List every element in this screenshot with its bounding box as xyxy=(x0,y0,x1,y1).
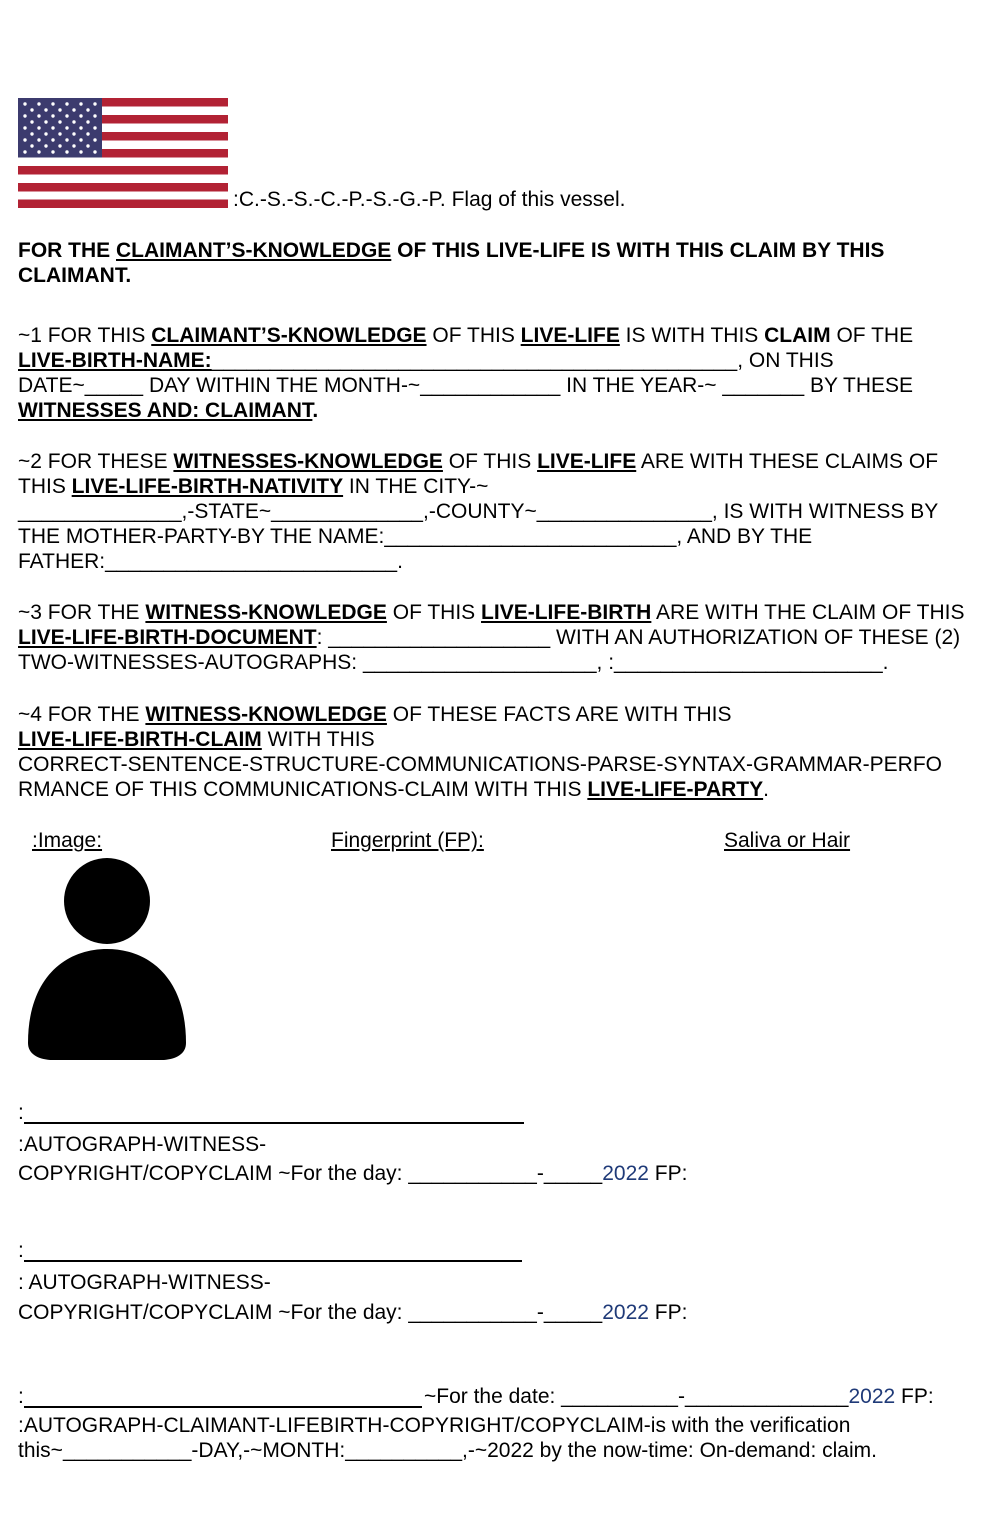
witness2-title: : AUTOGRAPH-WITNESS- xyxy=(18,1271,271,1294)
p2-line-4: THE MOTHER-PARTY-BY THE NAME:_________________________, AND BY THE xyxy=(18,525,813,548)
p2-line-2: THIS LIVE-LIFE-BIRTH-NATIVITY IN THE CITY-~ xyxy=(18,475,489,498)
saliva-hair-label: Saliva or Hair xyxy=(724,829,851,852)
p2-line-1: ~2 FOR THESE WITNESSES-KNOWLEDGE OF THIS LIVE-LIFE ARE WITH THESE CLAIMS OF xyxy=(18,450,939,473)
witness2-signature-prefix: : xyxy=(18,1239,24,1262)
claimant-verification-line: this~___________-DAY,-~MONTH:__________,-~2022 by the now-time: On-demand: claim. xyxy=(18,1439,877,1462)
witness1-title: :AUTOGRAPH-WITNESS- xyxy=(18,1133,267,1156)
fingerprint-label: Fingerprint (FP): xyxy=(331,829,484,852)
witness2-signature-line[interactable] xyxy=(24,1260,522,1262)
p3-line-3: TWO-WITNESSES-AUTOGRAPHS: ____________________, :_______________________. xyxy=(18,651,889,674)
p1-line-1: ~1 FOR THIS CLAIMANT’S-KNOWLEDGE OF THIS LIVE-LIFE IS WITH THIS CLAIM OF THE xyxy=(18,324,914,347)
p1-line-3: DATE~_____ DAY WITHIN THE MONTH-~____________ IN THE YEAR-~ _______ BY THESE xyxy=(18,374,914,397)
p2-line-3: ______________,-STATE~_____________,-COUNTY~_______________, IS WITH WITNESS BY xyxy=(18,500,939,523)
witness1-signature-line[interactable] xyxy=(24,1122,524,1124)
flag-caption: :C.-S.-S.-C.-P.-S.-G.-P. Flag of this vessel. xyxy=(233,188,626,211)
person-avatar-icon xyxy=(26,857,188,1063)
us-flag-icon xyxy=(18,98,228,208)
witness1-signature-prefix: : xyxy=(18,1101,24,1124)
p2-line-5: FATHER:_________________________. xyxy=(18,550,403,573)
heading-line-1: FOR THE CLAIMANT’S-KNOWLEDGE OF THIS LIVE-LIFE IS WITH THIS CLAIM BY THIS xyxy=(18,239,885,262)
claimant-date-line: ~For the date: __________-______________2022 FP: xyxy=(424,1385,934,1408)
witness2-date-line: COPYRIGHT/COPYCLAIM ~For the day: ___________-_____2022 FP: xyxy=(18,1301,688,1324)
p4-line-3: CORRECT-SENTENCE-STRUCTURE-COMMUNICATIONS-PARSE-SYNTAX-GRAMMAR-PERFO xyxy=(18,753,943,776)
p3-line-2: LIVE-LIFE-BIRTH-DOCUMENT: ___________________ WITH AN AUTHORIZATION OF THESE (2) xyxy=(18,626,961,649)
claimant-signature-prefix: : xyxy=(18,1385,24,1408)
p1-line-4: WITNESSES AND: CLAIMANT. xyxy=(18,399,319,422)
witness1-date-line: COPYRIGHT/COPYCLAIM ~For the day: ___________-_____2022 FP: xyxy=(18,1162,688,1185)
image-label: :Image: xyxy=(32,829,103,852)
p4-line-2: LIVE-LIFE-BIRTH-CLAIM WITH THIS xyxy=(18,728,375,751)
p4-line-1: ~4 FOR THE WITNESS-KNOWLEDGE OF THESE FACTS ARE WITH THIS xyxy=(18,703,732,726)
p3-line-1: ~3 FOR THE WITNESS-KNOWLEDGE OF THIS LIVE-LIFE-BIRTH ARE WITH THE CLAIM OF THIS xyxy=(18,601,965,624)
p4-line-4: RMANCE OF THIS COMMUNICATIONS-CLAIM WITH THIS LIVE-LIFE-PARTY. xyxy=(18,778,769,801)
claimant-title: :AUTOGRAPH-CLAIMANT-LIFEBIRTH-COPYRIGHT/COPYCLAIM-is with the verification xyxy=(18,1414,851,1437)
claimant-signature-line[interactable] xyxy=(24,1406,422,1408)
heading-line-2: CLAIMANT. xyxy=(18,264,132,287)
p1-line-2: LIVE-BIRTH-NAME:_____________________________________________, ON THIS xyxy=(18,349,834,372)
